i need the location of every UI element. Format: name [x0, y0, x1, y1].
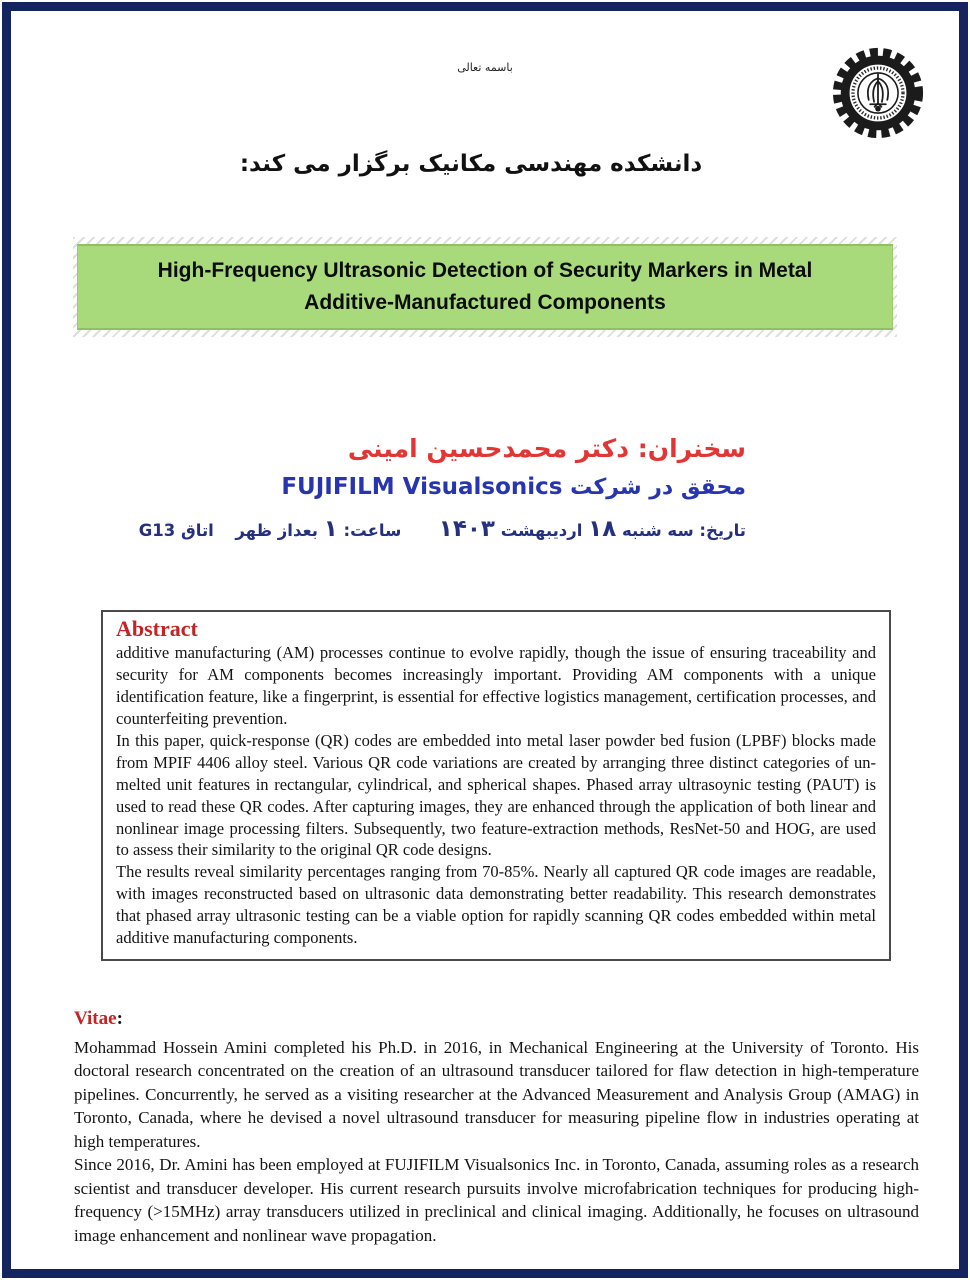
abstract-paragraph-2: In this paper, quick-response (QR) codes are embedded into metal laser powder bed fusion (LPBF) blocks made from MPIF 4406 alloy steel. Various QR code variations are created by arranging three distinct categories of un-melted unit features in rectangular, cylindrical, and spherical shapes. Phased array ultrasoynic testing (PAUT) is used to read these QR codes. After capturing images, they are enhanced through the application of both linear and nonlinear image processing filters. Subsequently, two feature-extraction methods, ResNet-50 and HOG, are used to assess their similarity to the original QR code designs. — [116, 730, 876, 860]
date-weekday: سه شنبه — [621, 521, 694, 540]
department-heading: دانشکده مهندسی مکانیک برگزار می کند: — [239, 151, 703, 177]
seminar-title-line2: Additive-Manufactured Components — [304, 290, 666, 314]
date-label: تاریخ: — [699, 521, 746, 540]
abstract-box — [101, 610, 891, 961]
vitae-heading-word: Vitae — [74, 1008, 117, 1029]
date-year: ۱۴۰۳ — [438, 516, 495, 542]
abstract-heading: Abstract — [116, 616, 198, 641]
sharif-university-logo-icon — [829, 43, 927, 143]
vitae-paragraph-2: Since 2016, Dr. Amini has been employed at FUJIFILM Visualsonics Inc. in Toronto, Canada, assuming roles as a research scientist and transducer developer. His current research pursuits involve microfabrication techniques for producing high-frequency (>15MHz) array transducers utilized in preclinical and clinical imaging. Additionally, he focuses on ultrasound image enhancement and nonlinear wave propagation. — [74, 1155, 919, 1245]
date-time-room-line — [139, 516, 746, 542]
bismillah-text: باسمه تعالی — [457, 61, 513, 74]
time-period: بعداز ظهر — [235, 521, 318, 540]
vitae-section — [74, 1008, 919, 1247]
date-month: اردیبهشت — [500, 521, 583, 540]
speaker-block — [139, 434, 746, 542]
speaker-name-line: سخنران: دکتر محمدحسین امینی — [347, 434, 746, 463]
time-label: ساعت: — [343, 521, 402, 540]
affiliation-line — [139, 474, 746, 500]
page-border-frame — [2, 2, 968, 1278]
vitae-heading-colon: : — [116, 1008, 123, 1029]
seminar-title-box — [77, 244, 893, 330]
room-label: اتاق — [181, 521, 214, 540]
abstract-paragraph-3: The results reveal similarity percentages ranging from 70-85%. Nearly all captured QR code images are readable, with images reconstructed based on ultrasonic data demonstrating better readability. This research demonstrates that phased array ultrasonic testing can be a viable option for rapidly scanning QR codes embedded within metal additive manufacturing components. — [116, 862, 876, 948]
title-hatched-border — [73, 237, 897, 337]
time-value: ۱ — [323, 516, 338, 542]
abstract-paragraph-1: additive manufacturing (AM) processes continue to evolve rapidly, though the issue of ensuring traceability and security for AM components becomes increasingly important. Providing AM components with a unique identification feature, like a fingerprint, is essential for effective logistics management, certification processes, and counterfeiting prevention. — [116, 643, 876, 728]
vitae-heading — [74, 1008, 919, 1030]
affiliation-company: FUJIFILM Visualsonics — [281, 474, 563, 500]
room-value: G13 — [138, 521, 176, 540]
affiliation-persian: محقق در شرکت — [570, 475, 746, 500]
seminar-title-line1: High-Frequency Ultrasonic Detection of Security Markers in Metal — [157, 259, 813, 282]
vitae-paragraph-1: Mohammad Hossein Amini completed his Ph.D. in 2016, in Mechanical Engineering at the University of Toronto. His doctoral research concentrated on the creation of an ultrasound transducer tailored for flaw detection in high-temperature pipelines. Concurrently, he served as a visiting researcher at the Advanced Measurement and Analysis Group (AMAG) in Toronto, Canada, where he devised a novel ultrasound transducer for measuring pipeline flow in industries operating at high temperatures. — [74, 1038, 919, 1151]
date-day: ۱۸ — [588, 516, 617, 542]
